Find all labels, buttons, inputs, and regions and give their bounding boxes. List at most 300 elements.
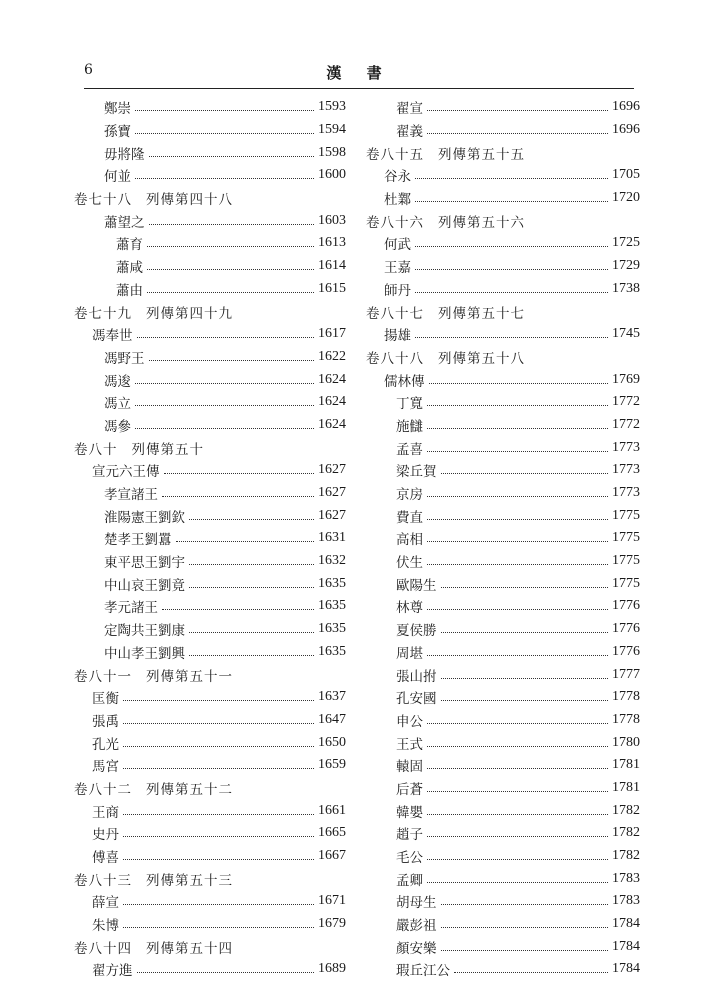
entry-page-number: 1782 [612, 848, 640, 864]
dot-leader [427, 881, 608, 883]
dot-leader [147, 268, 314, 270]
entry-page-number: 1784 [612, 961, 640, 977]
toc-entry [366, 96, 640, 119]
toc-entry [366, 890, 640, 913]
toc-entry [366, 391, 640, 414]
toc-entry [366, 482, 640, 505]
dot-leader [123, 858, 314, 860]
toc-entry [366, 641, 640, 664]
dot-leader [427, 745, 608, 747]
volume-title: 列傳第五十三 [146, 872, 233, 889]
dot-leader [415, 268, 608, 270]
toc-entry [366, 867, 640, 890]
toc-entry [74, 119, 346, 142]
entry-name: 趙子 [396, 827, 423, 844]
entry-name: 中山孝王劉興 [104, 645, 185, 662]
volume-heading [366, 346, 640, 369]
entry-page-number: 1783 [612, 893, 640, 909]
toc-entry [74, 754, 346, 777]
toc-entry [366, 164, 640, 187]
entry-name: 丁寬 [396, 396, 423, 413]
volume-heading [74, 867, 346, 890]
dot-leader [149, 155, 315, 157]
dot-leader [135, 382, 314, 384]
entry-page-number: 1745 [612, 326, 640, 342]
volume-number: 卷八十八 [366, 350, 424, 367]
toc-entry [366, 414, 640, 437]
dot-leader [123, 926, 314, 928]
entry-name: 申公 [396, 713, 423, 730]
entry-page-number: 1614 [318, 258, 346, 274]
entry-page-number: 1647 [318, 711, 346, 727]
toc-entry [74, 414, 346, 437]
entry-page-number: 1627 [318, 485, 346, 501]
dot-leader [123, 813, 314, 815]
toc-entry [366, 187, 640, 210]
dot-leader [427, 540, 608, 542]
dot-leader [147, 291, 314, 293]
entry-name: 京房 [396, 487, 423, 504]
entry-name: 后蒼 [396, 781, 423, 798]
toc-entry [366, 686, 640, 709]
entry-name: 馮奉世 [92, 328, 133, 345]
toc-entry [74, 709, 346, 732]
entry-name: 王嘉 [384, 260, 411, 277]
entry-page-number: 1776 [612, 621, 640, 637]
toc-entry [366, 255, 640, 278]
toc-entry [366, 935, 640, 958]
toc-entry [366, 572, 640, 595]
dot-leader [162, 495, 314, 497]
dot-leader [137, 971, 315, 973]
entry-name: 歐陽生 [396, 577, 437, 594]
toc-entry [366, 504, 640, 527]
entry-name: 費直 [396, 509, 423, 526]
entry-page-number: 1781 [612, 779, 640, 795]
entry-name: 薛宣 [92, 895, 119, 912]
dot-leader [123, 699, 314, 701]
page-header [84, 62, 634, 86]
volume-heading [74, 663, 346, 686]
header-rule [84, 88, 634, 89]
toc-entry [366, 323, 640, 346]
dot-leader [189, 518, 314, 520]
toc-entry [74, 527, 346, 550]
toc-entry [366, 754, 640, 777]
entry-page-number: 1665 [318, 825, 346, 841]
dot-leader [149, 223, 315, 225]
entry-page-number: 1613 [318, 235, 346, 251]
entry-name: 翟方進 [92, 963, 133, 980]
dot-leader [441, 586, 609, 588]
dot-leader [123, 903, 314, 905]
dot-leader [441, 949, 609, 951]
entry-page-number: 1637 [318, 689, 346, 705]
entry-page-number: 1622 [318, 348, 346, 364]
toc-entry [366, 845, 640, 868]
entry-page-number: 1772 [612, 416, 640, 432]
dot-leader [135, 177, 314, 179]
dot-leader [123, 767, 314, 769]
toc-entry [366, 368, 640, 391]
entry-page-number: 1624 [318, 416, 346, 432]
entry-page-number: 1775 [612, 507, 640, 523]
dot-leader [415, 245, 608, 247]
toc-entry [74, 686, 346, 709]
volume-title: 列傳第五十七 [438, 305, 525, 322]
entry-name: 馮立 [104, 396, 131, 413]
book-title: 漢 書 [326, 64, 392, 82]
toc-entry [74, 255, 346, 278]
entry-name: 轅固 [396, 759, 423, 776]
volume-number: 卷八十一 [74, 668, 132, 685]
dot-leader [427, 654, 608, 656]
dot-leader [415, 200, 608, 202]
entry-page-number: 1738 [612, 280, 640, 296]
toc-entry [74, 799, 346, 822]
entry-page-number: 1661 [318, 802, 346, 818]
entry-page-number: 1777 [612, 666, 640, 682]
entry-page-number: 1632 [318, 553, 346, 569]
toc-entry [74, 368, 346, 391]
dot-leader [415, 177, 608, 179]
entry-page-number: 1631 [318, 530, 346, 546]
entry-page-number: 1593 [318, 99, 346, 115]
volume-title: 列傳第五十 [131, 441, 204, 458]
entry-name: 毋將隆 [104, 146, 145, 163]
volume-number: 卷八十五 [366, 146, 424, 163]
toc-entry [366, 278, 640, 301]
entry-name: 夏侯勝 [396, 623, 437, 640]
dot-leader [441, 699, 609, 701]
dot-leader [415, 336, 608, 338]
volume-title: 列傳第五十一 [146, 668, 233, 685]
toc-entry [74, 641, 346, 664]
entry-page-number: 1775 [612, 530, 640, 546]
dot-leader [441, 926, 609, 928]
entry-name: 師丹 [384, 282, 411, 299]
entry-name: 張禹 [92, 713, 119, 730]
entry-page-number: 1627 [318, 462, 346, 478]
volume-title: 列傳第五十六 [438, 214, 525, 231]
entry-name: 高相 [396, 532, 423, 549]
toc-entry [74, 459, 346, 482]
entry-page-number: 1729 [612, 258, 640, 274]
entry-page-number: 1778 [612, 711, 640, 727]
dot-leader [427, 427, 608, 429]
entry-page-number: 1594 [318, 122, 346, 138]
toc-entry [74, 913, 346, 936]
entry-name: 蕭望之 [104, 214, 145, 231]
entry-page-number: 1696 [612, 122, 640, 138]
entry-page-number: 1784 [612, 916, 640, 932]
entry-name: 孔光 [92, 736, 119, 753]
entry-name: 宣元六王傳 [92, 464, 160, 481]
entry-name: 馬宮 [92, 759, 119, 776]
entry-page-number: 1615 [318, 280, 346, 296]
entry-name: 馮參 [104, 418, 131, 435]
entry-name: 谷永 [384, 169, 411, 186]
volume-heading [74, 436, 346, 459]
toc-entry [74, 323, 346, 346]
dot-leader [427, 722, 608, 724]
volume-heading [74, 777, 346, 800]
entry-page-number: 1781 [612, 757, 640, 773]
entry-name: 朱博 [92, 918, 119, 935]
entry-name: 王商 [92, 804, 119, 821]
entry-page-number: 1689 [318, 961, 346, 977]
dot-leader [427, 109, 608, 111]
entry-name: 孝元諸王 [104, 600, 158, 617]
dot-leader [427, 767, 608, 769]
dot-leader [429, 382, 609, 384]
entry-page-number: 1773 [612, 485, 640, 501]
entry-page-number: 1627 [318, 507, 346, 523]
entry-name: 傅喜 [92, 850, 119, 867]
entry-name: 史丹 [92, 827, 119, 844]
entry-name: 胡母生 [396, 895, 437, 912]
entry-page-number: 1617 [318, 326, 346, 342]
toc-entry [366, 459, 640, 482]
entry-page-number: 1720 [612, 190, 640, 206]
dot-leader [189, 586, 314, 588]
toc-entry [366, 119, 640, 142]
page-number: 6 [84, 62, 93, 78]
entry-page-number: 1603 [318, 212, 346, 228]
dot-leader [441, 677, 609, 679]
toc-entry [74, 141, 346, 164]
toc-entry [366, 731, 640, 754]
volume-number: 卷八十四 [74, 940, 132, 957]
dot-leader [135, 132, 314, 134]
toc-entry [366, 709, 640, 732]
entry-page-number: 1784 [612, 938, 640, 954]
dot-leader [454, 971, 608, 973]
volume-number: 卷八十三 [74, 872, 132, 889]
toc-entry [74, 164, 346, 187]
volume-heading [74, 187, 346, 210]
volume-heading [366, 300, 640, 323]
entry-page-number: 1772 [612, 394, 640, 410]
dot-leader [176, 540, 315, 542]
entry-name: 王式 [396, 736, 423, 753]
toc-entry [366, 550, 640, 573]
entry-name: 孔安國 [396, 691, 437, 708]
entry-page-number: 1659 [318, 757, 346, 773]
dot-leader [123, 835, 314, 837]
toc-column-right [366, 96, 640, 981]
entry-name: 周堪 [396, 645, 423, 662]
entry-name: 蕭咸 [116, 260, 143, 277]
toc-entry [366, 618, 640, 641]
toc-entry [366, 958, 640, 981]
entry-page-number: 1782 [612, 825, 640, 841]
entry-name: 伏生 [396, 555, 423, 572]
toc-entry [74, 504, 346, 527]
volume-number: 卷八十六 [366, 214, 424, 231]
entry-page-number: 1598 [318, 144, 346, 160]
entry-page-number: 1773 [612, 462, 640, 478]
entry-page-number: 1635 [318, 575, 346, 591]
dot-leader [441, 631, 609, 633]
entry-page-number: 1671 [318, 893, 346, 909]
volume-title: 列傳第五十二 [146, 781, 233, 798]
dot-leader [189, 654, 314, 656]
dot-leader [164, 472, 315, 474]
volume-title: 列傳第四十八 [146, 192, 233, 209]
entry-page-number: 1783 [612, 870, 640, 886]
dot-leader [162, 608, 314, 610]
toc-entry [74, 232, 346, 255]
dot-leader [189, 563, 314, 565]
toc-entry [74, 618, 346, 641]
entry-page-number: 1624 [318, 394, 346, 410]
toc-entry [74, 550, 346, 573]
entry-page-number: 1635 [318, 598, 346, 614]
toc-entry [366, 663, 640, 686]
entry-name: 何並 [104, 169, 131, 186]
volume-title: 列傳第五十五 [438, 146, 525, 163]
entry-name: 馮逡 [104, 373, 131, 390]
toc-entry [366, 913, 640, 936]
entry-page-number: 1773 [612, 439, 640, 455]
entry-name: 施讎 [396, 418, 423, 435]
toc-entry [74, 731, 346, 754]
toc-entry [74, 482, 346, 505]
volume-number: 卷七十八 [74, 192, 132, 209]
entry-page-number: 1679 [318, 916, 346, 932]
volume-number: 卷八十 [74, 441, 118, 458]
dot-leader [427, 495, 608, 497]
entry-page-number: 1600 [318, 167, 346, 183]
entry-page-number: 1782 [612, 802, 640, 818]
dot-leader [427, 835, 608, 837]
toc-entry [366, 232, 640, 255]
entry-name: 張山拊 [396, 668, 437, 685]
entry-name: 蕭由 [116, 282, 143, 299]
entry-name: 中山哀王劉竟 [104, 577, 185, 594]
entry-page-number: 1780 [612, 734, 640, 750]
dot-leader [427, 404, 608, 406]
entry-page-number: 1705 [612, 167, 640, 183]
toc-entry [366, 777, 640, 800]
toc-entry [74, 890, 346, 913]
entry-name: 東平思王劉宇 [104, 555, 185, 572]
entry-name: 孟卿 [396, 872, 423, 889]
toc-entry [366, 527, 640, 550]
entry-page-number: 1778 [612, 689, 640, 705]
dot-leader [415, 291, 608, 293]
toc-column-left [74, 96, 346, 981]
entry-page-number: 1775 [612, 575, 640, 591]
entry-name: 孝宣諸王 [104, 487, 158, 504]
entry-name: 馮野王 [104, 350, 145, 367]
toc-entry [74, 958, 346, 981]
dot-leader [427, 858, 608, 860]
entry-page-number: 1776 [612, 598, 640, 614]
entry-page-number: 1624 [318, 371, 346, 387]
entry-page-number: 1650 [318, 734, 346, 750]
toc-entry [74, 96, 346, 119]
dot-leader [149, 359, 315, 361]
entry-name: 孫寶 [104, 124, 131, 141]
dot-leader [135, 109, 314, 111]
entry-name: 顏安樂 [396, 940, 437, 957]
entry-page-number: 1725 [612, 235, 640, 251]
dot-leader [123, 722, 314, 724]
entry-page-number: 1775 [612, 553, 640, 569]
entry-name: 匡衡 [92, 691, 119, 708]
toc-entry [366, 436, 640, 459]
entry-name: 儒林傳 [384, 373, 425, 390]
toc-entry [74, 572, 346, 595]
entry-name: 杜鄴 [384, 192, 411, 209]
entry-name: 翟義 [396, 124, 423, 141]
entry-name: 梁丘賀 [396, 464, 437, 481]
entry-name: 韓嬰 [396, 804, 423, 821]
volume-heading [366, 209, 640, 232]
toc-entry [74, 209, 346, 232]
entry-name: 孟喜 [396, 441, 423, 458]
toc-entry [74, 391, 346, 414]
entry-name: 瑕丘江公 [396, 963, 450, 980]
entry-name: 嚴彭祖 [396, 918, 437, 935]
entry-name: 何武 [384, 237, 411, 254]
volume-number: 卷八十七 [366, 305, 424, 322]
volume-heading [74, 935, 346, 958]
dot-leader [137, 336, 315, 338]
dot-leader [441, 903, 609, 905]
entry-page-number: 1667 [318, 848, 346, 864]
toc-entry [74, 822, 346, 845]
toc-entry [366, 822, 640, 845]
entry-name: 毛公 [396, 850, 423, 867]
volume-number: 卷八十二 [74, 781, 132, 798]
dot-leader [441, 472, 609, 474]
dot-leader [147, 245, 314, 247]
toc-entry [366, 799, 640, 822]
entry-name: 楚孝王劉囂 [104, 532, 172, 549]
dot-leader [427, 563, 608, 565]
dot-leader [427, 608, 608, 610]
entry-name: 定陶共王劉康 [104, 623, 185, 640]
dot-leader [189, 631, 314, 633]
entry-name: 林尊 [396, 600, 423, 617]
entry-name: 蕭育 [116, 237, 143, 254]
volume-heading [74, 300, 346, 323]
toc-entry [74, 595, 346, 618]
toc-entry [74, 278, 346, 301]
dot-leader [427, 132, 608, 134]
dot-leader [123, 745, 314, 747]
entry-name: 鄭崇 [104, 101, 131, 118]
entry-page-number: 1776 [612, 643, 640, 659]
entry-page-number: 1769 [612, 371, 640, 387]
dot-leader [427, 813, 608, 815]
volume-title: 列傳第五十四 [146, 940, 233, 957]
toc-entry [74, 346, 346, 369]
volume-title: 列傳第四十九 [146, 305, 233, 322]
entry-page-number: 1635 [318, 643, 346, 659]
entry-page-number: 1696 [612, 99, 640, 115]
dot-leader [427, 518, 608, 520]
volume-number: 卷七十九 [74, 305, 132, 322]
entry-name: 揚雄 [384, 328, 411, 345]
dot-leader [135, 404, 314, 406]
volume-title: 列傳第五十八 [438, 350, 525, 367]
dot-leader [427, 790, 608, 792]
dot-leader [135, 427, 314, 429]
